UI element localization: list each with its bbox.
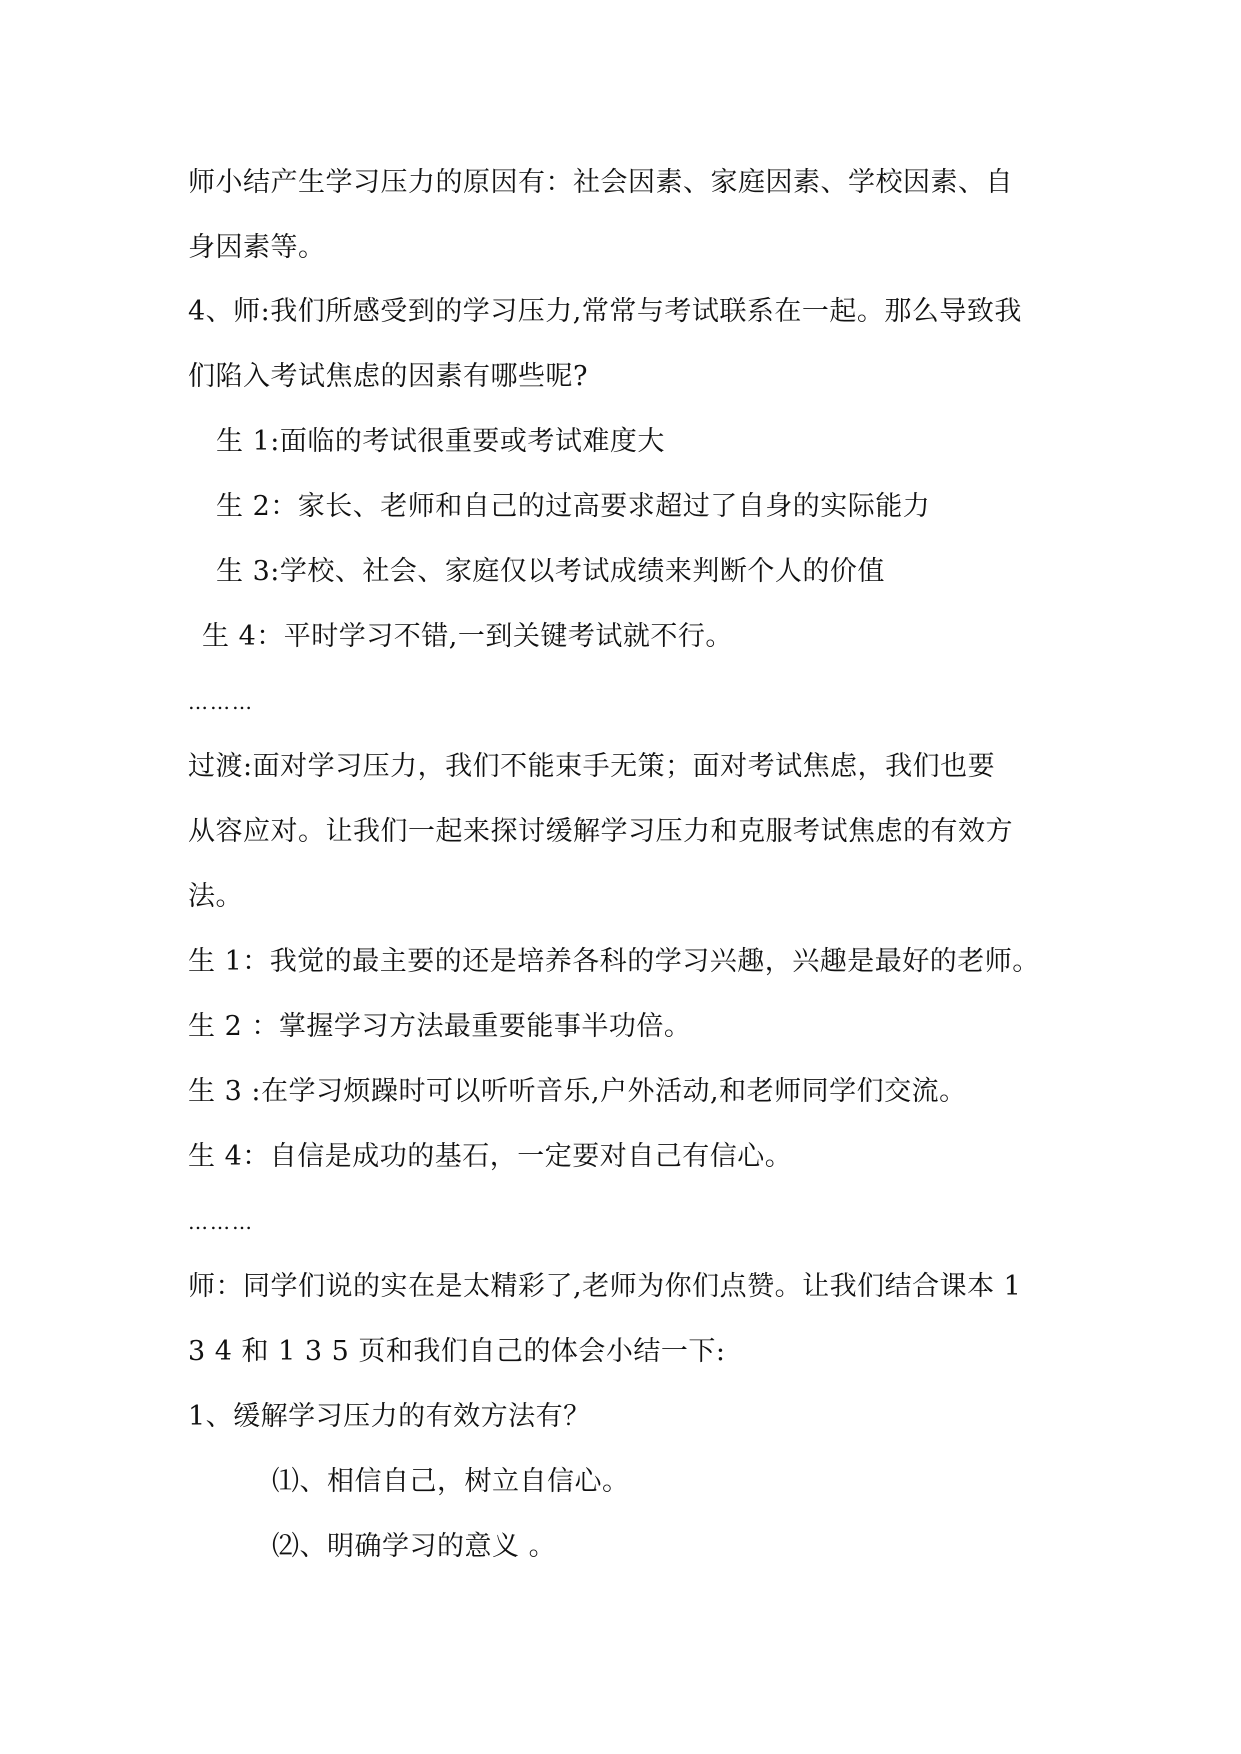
paragraph-line: 师：同学们说的实在是太精彩了,老师为你们点赞。让我们结合课本 1 bbox=[188, 1271, 1022, 1302]
student-answer-line: 生 3:学校、社会、家庭仅以考试成绩来判断个人的价值 bbox=[216, 556, 885, 587]
student-answer-line: 生 2：家长、老师和自己的过高要求超过了自身的实际能力 bbox=[216, 491, 931, 522]
student-answer-line: 生 1：我觉的最主要的还是培养各科的学习兴趣，兴趣是最好的老师。 bbox=[188, 946, 1040, 977]
student-answer-line: 生 1:面临的考试很重要或考试难度大 bbox=[216, 426, 665, 457]
list-item: ⑴、相信自己，树立自信心。 bbox=[272, 1466, 630, 1497]
student-answer-line: 生 3 :在学习烦躁时可以听听音乐,户外活动,和老师同学们交流。 bbox=[188, 1076, 967, 1107]
paragraph-line: 们陷入考试焦虑的因素有哪些呢? bbox=[188, 361, 588, 392]
student-answer-line: 生 2 ：掌握学习方法最重要能事半功倍。 bbox=[188, 1011, 692, 1042]
list-heading: 1、缓解学习压力的有效方法有？ bbox=[188, 1401, 591, 1432]
paragraph-line: 过渡:面对学习压力，我们不能束手无策；面对考试焦虑，我们也要 bbox=[188, 751, 996, 782]
paragraph-line: 从容应对。让我们一起来探讨缓解学习压力和克服考试焦虑的有效方 bbox=[188, 816, 1013, 847]
paragraph-line: 师小结产生学习压力的原因有：社会因素、家庭因素、学校因素、自 bbox=[188, 167, 1013, 198]
paragraph-line: 3 4 和 1 3 5 页和我们自己的体会小结一下: bbox=[188, 1336, 726, 1367]
ellipsis-line: ……… bbox=[188, 690, 254, 714]
paragraph-line: 身因素等。 bbox=[188, 232, 326, 263]
paragraph-line: 4、师:我们所感受到的学习压力,常常与考试联系在一起。那么导致我 bbox=[188, 296, 1022, 327]
student-answer-line: 生 4：平时学习不错,一到关键考试就不行。 bbox=[202, 621, 733, 652]
student-answer-line: 生 4：自信是成功的基石，一定要对自己有信心。 bbox=[188, 1141, 793, 1172]
list-item: ⑵、明确学习的意义 。 bbox=[272, 1531, 557, 1562]
paragraph-line: 法。 bbox=[188, 881, 243, 912]
ellipsis-line: ……… bbox=[188, 1210, 254, 1234]
